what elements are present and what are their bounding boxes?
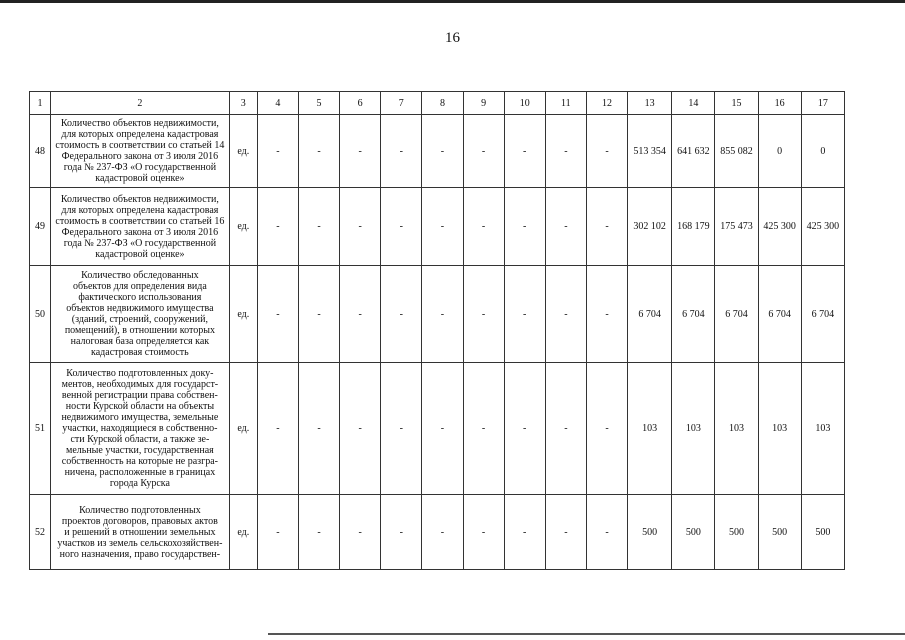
value-cell: - [504,363,545,495]
header-cell: 8 [422,92,463,115]
unit-cell: ед. [229,495,257,570]
header-cell: 6 [340,92,381,115]
table-header-row [30,92,845,115]
value-cell: - [257,495,298,570]
header-cell: 14 [672,92,715,115]
description-line: Федерального закона от 3 июля 2016 [61,226,219,238]
description-line: ности Курской области на объекты [65,401,215,412]
header-cell: 17 [801,92,844,115]
page-number: 16 [445,30,460,46]
value-cell: - [298,266,339,363]
description-line: кадастровой оценке» [95,248,185,260]
value-cell: 103 [715,363,758,495]
value-cell: 6 704 [758,266,801,363]
description-line: стоимость в соответствии со статьей 14 [55,140,225,151]
value-cell: - [298,188,339,266]
value-cell: - [298,495,339,570]
value-cell: - [381,363,422,495]
value-cell: - [381,266,422,363]
description-line: Федерального закона от 3 июля 2016 [61,151,219,162]
header-cell: 12 [586,92,627,115]
value-cell: - [463,188,504,266]
value-cell: - [340,363,381,495]
value-cell: - [422,188,463,266]
header-cell: 9 [463,92,504,115]
unit-cell: ед. [229,115,257,188]
description-line: налоговая база определяется как [70,336,210,347]
table-row [30,363,845,495]
value-cell: - [257,115,298,188]
description-line: участки, находящиеся в собственно- [62,423,218,434]
description-line: объектов для определения вида [72,281,207,292]
value-cell: 0 [801,115,844,188]
value-cell: - [463,495,504,570]
description-line: (зданий, строений, сооружений, [71,314,208,325]
value-cell: - [463,266,504,363]
header-cell: 7 [381,92,422,115]
description-line: кадастровой оценке» [95,173,185,184]
description-line: сти Курской области, а также зе- [70,434,210,445]
value-cell: - [463,363,504,495]
description-line: города Курска [109,478,170,489]
value-cell: 0 [758,115,801,188]
value-cell: 103 [758,363,801,495]
value-cell: 103 [672,363,715,495]
value-cell: 641 632 [672,115,715,188]
value-cell: - [381,495,422,570]
value-cell: - [504,266,545,363]
value-cell: 500 [801,495,844,570]
description-line: стоимость в соответствии со статьей 16 [55,215,225,227]
value-cell: 103 [801,363,844,495]
indicator-description [51,495,230,570]
value-cell: - [340,266,381,363]
description-line: и решений в отношении земельных [64,526,216,538]
unit-cell: ед. [229,188,257,266]
value-cell: 6 704 [715,266,758,363]
indicator-description [51,188,230,266]
row-number: 49 [30,188,51,266]
value-cell: - [586,495,627,570]
value-cell: - [340,188,381,266]
description-line: ничена, расположенные в границах [64,467,216,478]
value-cell: 175 473 [715,188,758,266]
value-cell: - [422,115,463,188]
value-cell: 6 704 [801,266,844,363]
value-cell: - [504,188,545,266]
description-line: Количество объектов недвижимости, [60,193,219,205]
value-cell: - [257,363,298,495]
value-cell: - [545,115,586,188]
description-line: помещений), в отношении которых [64,325,215,336]
row-number: 50 [30,266,51,363]
value-cell: 500 [628,495,672,570]
value-cell: 425 300 [801,188,844,266]
value-cell: 500 [715,495,758,570]
value-cell: - [586,363,627,495]
header-cell: 11 [545,92,586,115]
indicator-description [51,115,230,188]
value-cell: - [586,188,627,266]
value-cell: - [422,495,463,570]
value-cell: 513 354 [628,115,672,188]
description-line: собственность на которые не разгра- [61,456,218,467]
value-cell: - [422,266,463,363]
description-line: кадастровая стоимость [91,347,189,358]
value-cell: - [463,115,504,188]
row-number: 52 [30,495,51,570]
value-cell: 425 300 [758,188,801,266]
row-number: 48 [30,115,51,188]
description-line: участков из земель сельскохозяйствен- [57,537,223,549]
value-cell: - [545,363,586,495]
value-cell: 6 704 [628,266,672,363]
header-cell: 16 [758,92,801,115]
value-cell: - [586,266,627,363]
value-cell: - [545,266,586,363]
value-cell: - [545,188,586,266]
description-line: ментов, необходимых для государст- [61,379,219,390]
description-line: года № 237-ФЗ «О государственной [63,237,217,249]
value-cell: - [340,495,381,570]
value-cell: 6 704 [672,266,715,363]
description-line: года № 237-ФЗ «О государственной [63,162,217,173]
table-row [30,115,845,188]
value-cell: - [298,115,339,188]
value-cell: 302 102 [628,188,672,266]
page-bottom-edge [268,633,905,635]
value-cell: - [545,495,586,570]
description-line: недвижимого имущества, земельные [61,412,219,423]
indicator-description [51,363,230,495]
description-line: Количество подготовленных доку- [66,368,214,379]
description-line: мельные участки, государственная [66,445,214,456]
description-line: для которых определена кадастровая [61,129,219,140]
value-cell: - [257,266,298,363]
header-cell: 13 [628,92,672,115]
table-row [30,266,845,363]
unit-cell: ед. [229,266,257,363]
header-cell: 1 [30,92,51,115]
value-cell: 855 082 [715,115,758,188]
description-line: фактического использования [78,292,202,303]
description-line: проектов договоров, правовых актов [61,515,218,527]
value-cell: - [340,115,381,188]
value-cell: - [381,115,422,188]
unit-cell: ед. [229,363,257,495]
value-cell: - [422,363,463,495]
value-cell: 500 [672,495,715,570]
value-cell: - [504,495,545,570]
row-number: 51 [30,363,51,495]
header-cell: 10 [504,92,545,115]
value-cell: - [504,115,545,188]
description-line: венной регистрации права собствен- [61,390,218,401]
page-top-edge [0,0,905,3]
header-cell: 15 [715,92,758,115]
indicator-table [29,91,845,570]
value-cell: 500 [758,495,801,570]
header-cell: 4 [257,92,298,115]
header-cell: 5 [298,92,339,115]
description-line: ного назначения, право государствен- [59,548,221,560]
table-row [30,188,845,266]
description-line: для которых определена кадастровая [61,204,219,216]
value-cell: - [586,115,627,188]
value-cell: - [257,188,298,266]
header-cell: 3 [229,92,257,115]
indicator-description [51,266,230,363]
value-cell: - [298,363,339,495]
description-line: объектов недвижимого имущества [66,303,214,314]
value-cell: 103 [628,363,672,495]
description-line: Количество объектов недвижимости, [60,118,219,129]
value-cell: 168 179 [672,188,715,266]
table-row [30,495,845,570]
header-cell: 2 [51,92,230,115]
description-line: Количество подготовленных [79,504,201,516]
description-line: Количество обследованных [81,270,199,281]
value-cell: - [381,188,422,266]
